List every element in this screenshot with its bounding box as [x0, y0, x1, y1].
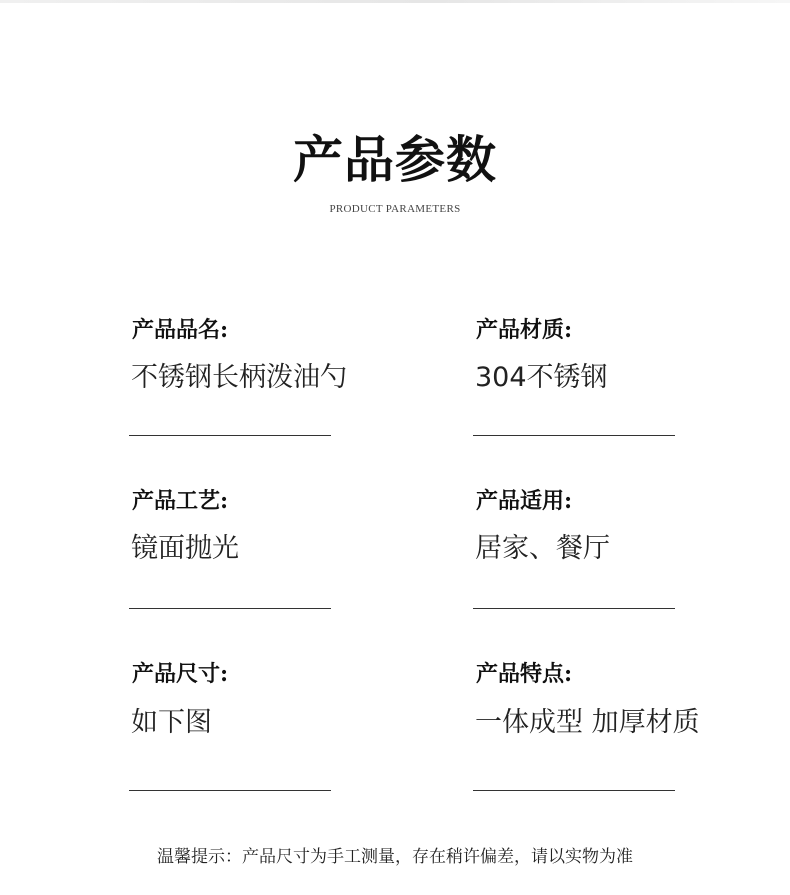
param-underline: [129, 435, 331, 436]
top-divider: [0, 0, 790, 3]
param-value: 304不锈钢: [475, 362, 608, 393]
param-label: 产品特点:: [476, 661, 573, 687]
param-underline: [473, 608, 675, 609]
param-underline: [129, 790, 331, 791]
param-value: 一体成型 加厚材质: [475, 707, 700, 738]
page-subtitle: PRODUCT PARAMETERS: [329, 203, 461, 215]
footer-note: 温馨提示：产品尺寸为手工测量，存在稍许偏差，请以实物为准: [157, 847, 633, 867]
param-value: 不锈钢长柄泼油勺: [131, 362, 347, 393]
param-value: 居家、餐厅: [475, 533, 610, 564]
param-label: 产品适用:: [476, 488, 573, 514]
page-title: 产品参数: [293, 130, 497, 189]
param-label: 产品材质:: [476, 317, 573, 343]
param-underline: [473, 435, 675, 436]
param-underline: [129, 608, 331, 609]
param-label: 产品品名:: [132, 317, 229, 343]
param-label: 产品尺寸:: [132, 661, 229, 687]
param-value: 镜面抛光: [131, 533, 239, 564]
param-underline: [473, 790, 675, 791]
param-label: 产品工艺:: [132, 488, 229, 514]
param-value: 如下图: [131, 707, 212, 738]
